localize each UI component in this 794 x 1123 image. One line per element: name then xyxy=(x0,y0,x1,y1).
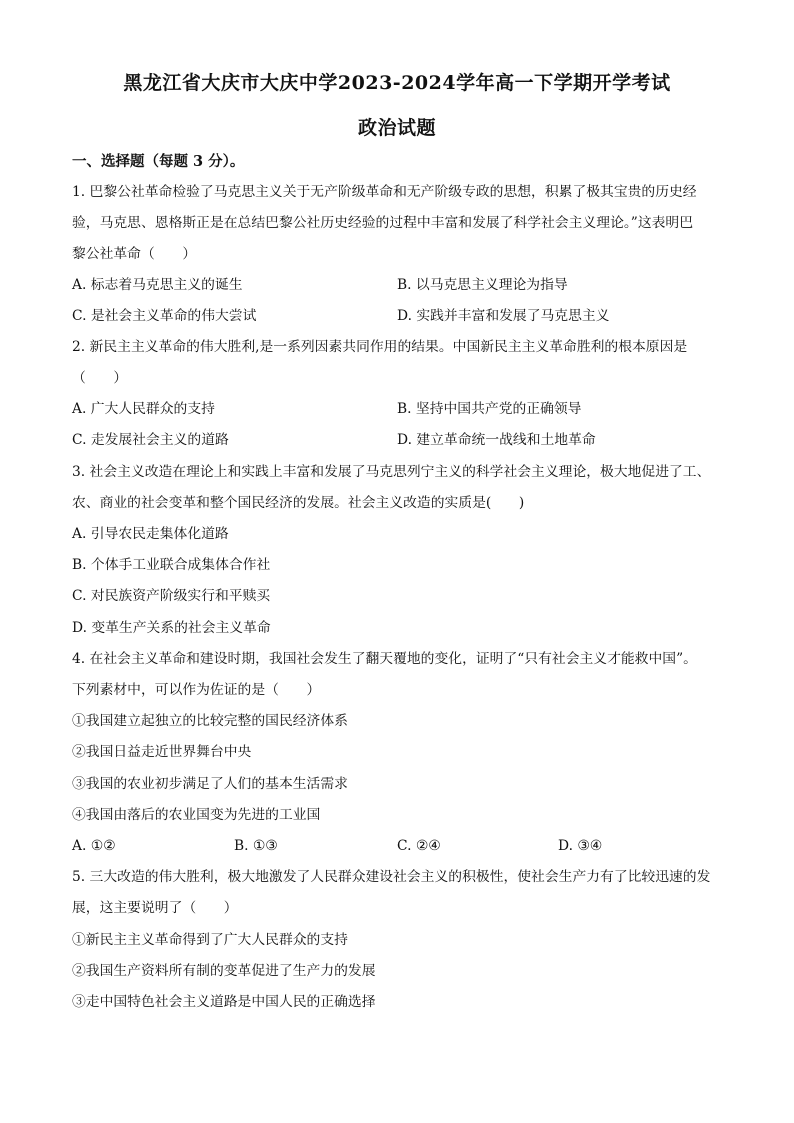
q1-option-d: D. 实践并丰富和发展了马克思主义 xyxy=(397,308,610,324)
q3-option-c: C. 对民族资产阶级实行和平赎买 xyxy=(72,588,271,604)
q1-option-b: B. 以马克思主义理论为指导 xyxy=(397,277,568,293)
exam-title: 黑龙江省大庆市大庆中学2023-2024学年高一下学期开学考试 xyxy=(123,72,671,94)
q4-stem-line2: 下列素材中，可以作为佐证的是（ ） xyxy=(72,682,321,698)
q4-statement-2: ②我国日益走近世界舞台中央 xyxy=(72,744,252,760)
q4-option-d: D. ③④ xyxy=(558,838,603,854)
q1-option-a: A. 标志着马克思主义的诞生 xyxy=(72,277,243,293)
q4-option-b: B. ①③ xyxy=(234,838,278,854)
q2-option-b: B. 坚持中国共产党的正确领导 xyxy=(397,401,582,417)
q1-stem-line3: 黎公社革命（ ） xyxy=(72,246,197,262)
section-heading: 一、选择题（每题 3 分）。 xyxy=(72,153,245,170)
q1-option-c: C. 是社会主义革命的伟大尝试 xyxy=(72,308,257,324)
q5-stem-line1: 5. 三大改造的伟大胜利，极大地激发了人民群众建设社会主义的积极性，使社会生产力有了比较迅速的发 xyxy=(72,869,711,885)
q5-statement-2: ②我国生产资料所有制的变革促进了生产力的发展 xyxy=(72,963,376,979)
q3-option-b: B. 个体手工业联合成集体合作社 xyxy=(72,557,271,573)
q4-option-a: A. ①② xyxy=(72,838,116,854)
q4-option-c: C. ②④ xyxy=(397,838,441,854)
q5-stem-line2: 展，这主要说明了（ ） xyxy=(72,900,238,916)
q5-statement-3: ③走中国特色社会主义道路是中国人民的正确选择 xyxy=(72,994,376,1010)
q4-statement-4: ④我国由落后的农业国变为先进的工业国 xyxy=(72,807,321,823)
q3-stem-line2: 农、商业的社会变革和整个国民经济的发展。社会主义改造的实质是( ) xyxy=(72,495,525,511)
q2-option-a: A. 广大人民群众的支持 xyxy=(72,401,215,417)
q3-stem-line1: 3. 社会主义改造在理论上和实践上丰富和发展了马克思列宁主义的科学社会主义理论，极大地促进了工、 xyxy=(72,464,711,480)
q2-option-d: D. 建立革命统一战线和土地革命 xyxy=(397,432,596,448)
q2-stem-line1: 2. 新民主主义革命的伟大胜利,是一系列因素共同作用的结果。中国新民主主义革命胜利的根本原因是 xyxy=(72,339,688,355)
q4-stem-line1: 4. 在社会主义革命和建设时期，我国社会发生了翻天覆地的变化，证明了“只有社会主义才能救中国”。 xyxy=(72,651,697,667)
q1-stem-line1: 1. 巴黎公社革命检验了马克思主义关于无产阶级革命和无产阶级专政的思想，积累了极其宝贵的历史经 xyxy=(72,184,697,200)
q1-stem-line2: 验，马克思、恩格斯正是在总结巴黎公社历史经验的过程中丰富和发展了科学社会主义理论。”这表明巴 xyxy=(72,215,694,231)
q4-statement-3: ③我国的农业初步满足了人们的基本生活需求 xyxy=(72,776,348,792)
q3-option-a: A. 引导农民走集体化道路 xyxy=(72,526,229,542)
exam-subtitle: 政治试题 xyxy=(357,117,436,139)
q2-option-c: C. 走发展社会主义的道路 xyxy=(72,432,229,448)
q4-statement-1: ①我国建立起独立的比较完整的国民经济体系 xyxy=(72,713,348,729)
q5-statement-1: ①新民主主义革命得到了广大人民群众的支持 xyxy=(72,932,348,948)
q3-option-d: D. 变革生产关系的社会主义革命 xyxy=(72,620,271,636)
q2-stem-line2: （ ） xyxy=(72,370,128,386)
